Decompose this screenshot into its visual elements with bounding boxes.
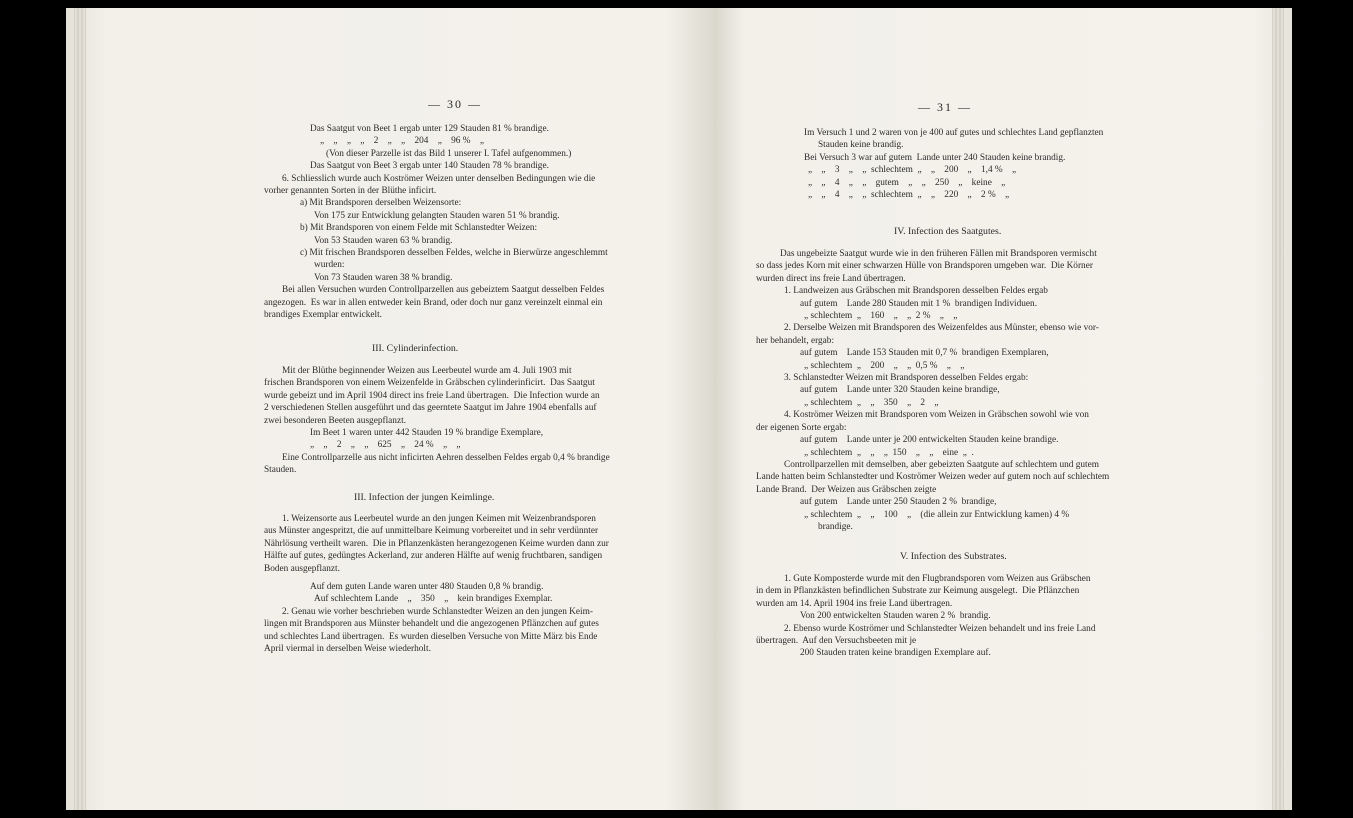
- text-line: 4. Koströmer Weizen mit Brandsporen vom Weizen in Gräbschen sowohl wie von: [784, 410, 1089, 421]
- text-line: Auf dem guten Lande waren unter 480 Stauden 0,8 % brandig.: [310, 582, 544, 593]
- text-line: 200 Stauden traten keine brandigen Exemplare auf.: [800, 648, 991, 659]
- text-line: auf gutem Lande 280 Stauden mit 1 % brandigen Individuen.: [800, 298, 1038, 309]
- text-line: b) Mit Brandsporen von einem Felde mit Schlanstedter Weizen:: [300, 223, 538, 234]
- text-line: zwei besonderen Beeten ausgepflanzt.: [264, 415, 406, 426]
- text-line: Mit der Blüthe beginnender Weizen aus Leerbeutel wurde am 4. Juli 1903 mit: [282, 366, 572, 376]
- text-line: „ schlechtem „ „ 100 „ (die allein zur Entwicklung kamen) 4 %: [804, 509, 1070, 520]
- text-line: auf gutem Lande unter 250 Stauden 2 % brandige,: [800, 497, 997, 508]
- right-page: [714, 8, 1292, 810]
- text-line: wurde gebeizt und im April 1904 direct ins freie Land übertragen. Die Infection wurde an: [264, 390, 600, 401]
- left-block-2: [264, 365, 610, 477]
- text-line: „ „ 2 „ „ 625 „ 24 % „ „: [310, 440, 461, 451]
- text-line: übertragen. Auf den Versuchsbeeten mit je: [756, 636, 917, 647]
- text-line: Lande hatten beim Schlanstedter und Koströmer Weizen weder auf gutem noch auf schlechtem: [756, 472, 1110, 483]
- text-line: a) Mit Brandsporen derselben Weizensorte:: [300, 198, 462, 209]
- text-line: „ schlechtem „ 200 „ „ 0,5 % „ „: [804, 360, 965, 371]
- text-line: Stauden.: [264, 465, 297, 476]
- text-line: 2. Ebenso wurde Koströmer und Schlanstedter Weizen behandelt und ins freie Land: [784, 623, 1096, 634]
- text-line: auf gutem Lande unter je 200 entwickelten Stauden keine brandige.: [800, 435, 1059, 446]
- text-line: 2. Derselbe Weizen mit Brandsporen des Weizenfeldes aus Münster, ebenso wie vor-: [784, 323, 1099, 334]
- right-block-1: [804, 127, 1103, 201]
- page-number: — 31 —: [918, 100, 972, 114]
- text-line: Auf schlechtem Lande „ 350 „ kein brandiges Exemplar.: [314, 594, 553, 605]
- text-line: 6. Schliesslich wurde auch Koströmer Weizen unter denselben Bedingungen wie die: [282, 173, 596, 184]
- text-line: „ schlechtem „ 160 „ „ 2 % „ „: [804, 311, 958, 322]
- text-line: Boden ausgepflanzt.: [264, 563, 340, 574]
- text-line: Von 73 Stauden waren 38 % brandig.: [314, 272, 453, 283]
- text-line: Von 53 Stauden waren 63 % brandig.: [314, 235, 453, 246]
- text-line: Stauden keine brandig.: [818, 140, 904, 151]
- text-line: brandiges Exemplar entwickelt.: [264, 310, 382, 321]
- text-line: Im Beet 1 waren unter 442 Stauden 19 % brandige Exemplare,: [310, 428, 544, 439]
- left-block-3: [264, 513, 609, 655]
- text-line: Von 200 entwickelten Stauden waren 2 % brandig.: [800, 611, 991, 622]
- text-line: frischen Brandsporen von einem Weizenfelde in Gräbschen cylinderinficirt. Das Saatgut: [264, 378, 595, 389]
- page-number: — 30 —: [428, 97, 482, 111]
- text-line: Bei allen Versuchen wurden Controllparzellen aus gebeiztem Saatgut desselben Feldes: [282, 285, 605, 296]
- text-line: auf gutem Lande 153 Stauden mit 0,7 % brandigen Exemplaren,: [800, 348, 1049, 359]
- text-line: Das Saatgut von Beet 3 ergab unter 140 Stauden 78 % brandige.: [310, 161, 549, 172]
- section-heading: V. Infection des Substrates.: [900, 551, 1007, 562]
- text-line: Hälfte auf gutes, gedüngtes Ackerland, zur anderen Hälfte auf wenig fruchtbaren, sandigen: [264, 551, 603, 562]
- text-line: so dass jedes Korn mit einer schwarzen Hülle von Brandsporen umgeben war. Die Körner: [756, 261, 1093, 272]
- text-line: Von 175 zur Entwicklung gelangten Stauden waren 51 % brandig.: [314, 210, 560, 221]
- text-line: 2. Genau wie vorher beschrieben wurde Schlanstedter Weizen an den jungen Keim-: [282, 606, 593, 617]
- text-line: „ schlechtem „ „ „ 150 „ „ eine „ .: [804, 447, 974, 458]
- text-line: 1. Weizensorte aus Leerbeutel wurde an den jungen Keimen mit Weizenbrandsporen: [282, 514, 596, 524]
- text-line: 1. Landweizen aus Gräbschen mit Brandsporen desselben Feldes ergab: [784, 286, 1048, 297]
- text-line: wurden direct ins freie Land übertragen.: [756, 273, 906, 284]
- text-line: Lande Brand. Der Weizen aus Gräbschen zeigte: [756, 484, 937, 495]
- text-line: vorher genannten Sorten in der Blüthe inficirt.: [264, 186, 437, 197]
- text-line: „ „ „ „ 2 „ „ 204 „ 96 % „: [320, 136, 484, 147]
- section-heading: III. Infection der jungen Keimlinge.: [354, 492, 495, 503]
- text-line: Im Versuch 1 und 2 waren von je 400 auf gutes und schlechtes Land gepflanzten: [804, 128, 1104, 138]
- left-page-edge: [74, 8, 86, 810]
- text-line: „ „ 4 „ „ gutem „ „ 250 „ keine „: [808, 177, 1006, 188]
- text-line: Eine Controllparzelle aus nicht inficirten Aehren desselben Feldes ergab 0,4 % brandige: [282, 452, 610, 463]
- text-line: der eigenen Sorte ergab:: [756, 422, 847, 433]
- right-page-edge: [1272, 8, 1284, 810]
- section-heading: III. Cylinderinfection.: [372, 343, 459, 354]
- text-line: „ „ 3 „ „ schlechtem „ „ 200 „ 1,4 % „: [808, 165, 1017, 176]
- text-line: Nährlösung vertheilt waren. Die in Pflanzenkästen herangezogenen Keime wurden dann zur: [264, 538, 609, 549]
- text-line: Das Saatgut von Beet 1 ergab unter 129 Stauden 81 % brandige.: [310, 124, 549, 134]
- text-line: „ „ 4 „ „ schlechtem „ „ 220 „ 2 % „: [808, 190, 1010, 201]
- text-line: aus Münster angespritzt, die auf unmittelbare Keimung vorbereitet und in sehr verdünnter: [264, 526, 599, 537]
- text-line: in dem in Pflanzkästen befindlichen Substrate zur Keimung ausgelegt. Die Pflänzchen: [756, 586, 1080, 597]
- text-line: Bei Versuch 3 war auf gutem Lande unter 240 Stauden keine brandig.: [804, 152, 1066, 163]
- right-block-3: [756, 573, 1095, 660]
- text-line: lingen mit Brandsporen aus Münster behandelt und die angezogenen Pflänzchen auf gutes: [264, 619, 599, 630]
- text-line: angezogen. Es war in allen entweder kein Brand, oder doch nur ganz vereinzelt einmal ein: [264, 297, 603, 308]
- left-block-1: [264, 123, 648, 322]
- text-line: brandige.: [818, 521, 853, 532]
- left-page: [66, 8, 714, 810]
- text-line: auf gutem Lande unter 320 Stauden keine brandige,: [800, 385, 1000, 396]
- book-spread: [66, 8, 1292, 810]
- text-line: wurden am 14. April 1904 ins freie Land übertragen.: [756, 598, 953, 609]
- text-line: c) Mit frischen Brandsporen desselben Feldes, welche in Bierwürze angeschlemmt: [300, 248, 608, 259]
- text-line: „ schlechtem „ „ 350 „ 2 „: [804, 397, 939, 408]
- text-line: April viermal in derselben Weise wiederholt.: [264, 644, 431, 655]
- text-line: 3. Schlanstedter Weizen mit Brandsporen desselben Feldes ergab:: [784, 373, 1029, 384]
- text-line: 1. Gute Komposterde wurde mit den Flugbrandsporen vom Weizen aus Gräbschen: [784, 574, 1091, 584]
- text-line: Controllparzellen mit demselben, aber gebeizten Saatgute auf schlechtem und gutem: [784, 459, 1099, 470]
- text-line: 2 verschiedenen Stellen ausgeführt und das geerntete Saatgut im Jahre 1904 ebenfalls auf: [264, 403, 597, 414]
- text-line: her behandelt, ergab:: [756, 335, 835, 346]
- text-line: (Von dieser Parzelle ist das Bild 1 unserer I. Tafel aufgenommen.): [326, 148, 572, 159]
- right-block-2: [756, 248, 1109, 533]
- text-line: Das ungebeizte Saatgut wurde wie in den früheren Fällen mit Brandsporen vermischt: [780, 249, 1097, 259]
- text-line: wurden:: [314, 260, 345, 271]
- section-heading: IV. Infection des Saatgutes.: [894, 226, 1002, 237]
- text-line: und schlechtes Land übertragen. Es wurden dieselben Versuche von Mitte März bis Ende: [264, 631, 598, 642]
